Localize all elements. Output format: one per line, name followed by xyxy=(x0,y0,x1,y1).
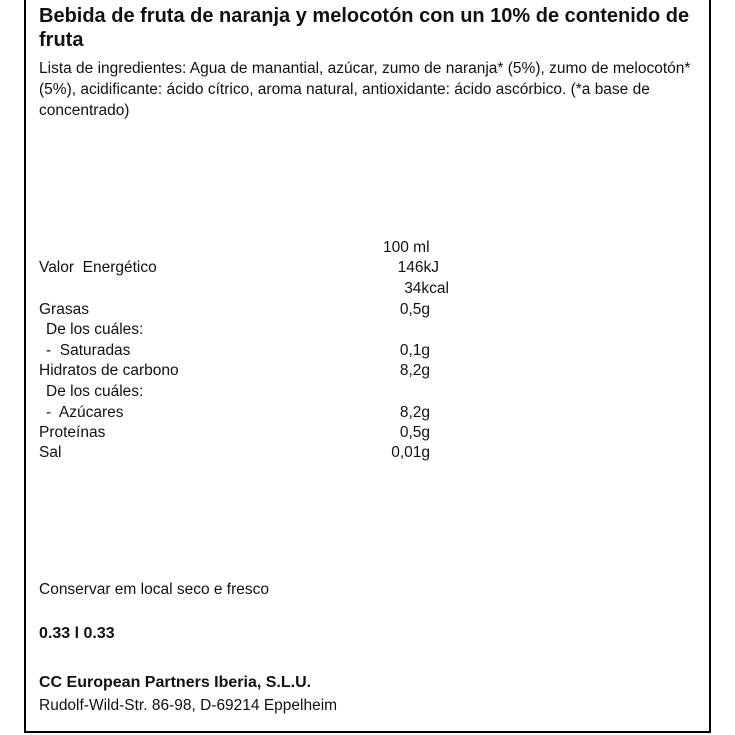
nutrition-value: 146kJ xyxy=(397,259,439,276)
nutrition-label: De los cuáles: xyxy=(46,383,144,400)
volume-info: 0.33 l 0.33 xyxy=(39,625,115,642)
nutrition-value: 0,5g xyxy=(399,301,430,318)
storage-instructions: Conservar em local seco e fresco xyxy=(39,581,270,598)
nutrition-label: De los cuáles: xyxy=(46,321,144,338)
nutrition-value: 0,1g xyxy=(399,342,430,359)
nutrition-label: Hidratos de carbono xyxy=(39,362,179,379)
nutrition-row-energy-kcal xyxy=(0,279,735,299)
nutrition-label: Proteínas xyxy=(39,424,106,441)
company-name: CC European Partners Iberia, S.L.U. xyxy=(39,674,312,691)
nutrition-label: - Azúcares xyxy=(46,404,124,421)
nutrition-row-carbs-subheading xyxy=(0,382,735,402)
nutrition-value: 8,2g xyxy=(399,362,430,379)
nutrition-row-fat xyxy=(0,300,735,320)
nutrition-label: - Saturadas xyxy=(46,342,131,359)
nutrition-value: 34kcal xyxy=(404,280,449,297)
nutrition-label: Grasas xyxy=(39,301,89,318)
nutrition-label: Sal xyxy=(39,444,62,461)
nutrition-row-sugars xyxy=(0,403,735,423)
nutrition-row-protein xyxy=(0,423,735,443)
ingredients-list: Lista de ingredientes: Agua de manantial, azúcar, zumo de naranja* (5%), zumo de melocotón* (5%), acidificante: ácido cítrico, aroma natural, antioxidante: ácido ascórbico. (*a base de concentrado) xyxy=(39,60,691,119)
nutrition-row-carbohydrates xyxy=(0,361,735,381)
nutrition-label: Valor Energético xyxy=(39,259,157,276)
company-address: Rudolf-Wild-Str. 86-98, D-69214 Eppelheim xyxy=(39,697,338,714)
nutrition-row-salt xyxy=(0,443,735,463)
product-title: Bebida de fruta de naranja y melocotón con un 10% de contenido de fruta xyxy=(39,5,690,51)
nutrition-value: 0,01g xyxy=(391,444,430,461)
nutrition-row-energy xyxy=(0,258,735,278)
nutrition-value: 8,2g xyxy=(399,404,430,421)
nutrition-column-header: 100 ml xyxy=(383,239,430,256)
nutrition-row-saturated xyxy=(0,341,735,361)
nutrition-value: 0,5g xyxy=(399,424,430,441)
nutrition-row-fat-subheading xyxy=(0,320,735,340)
